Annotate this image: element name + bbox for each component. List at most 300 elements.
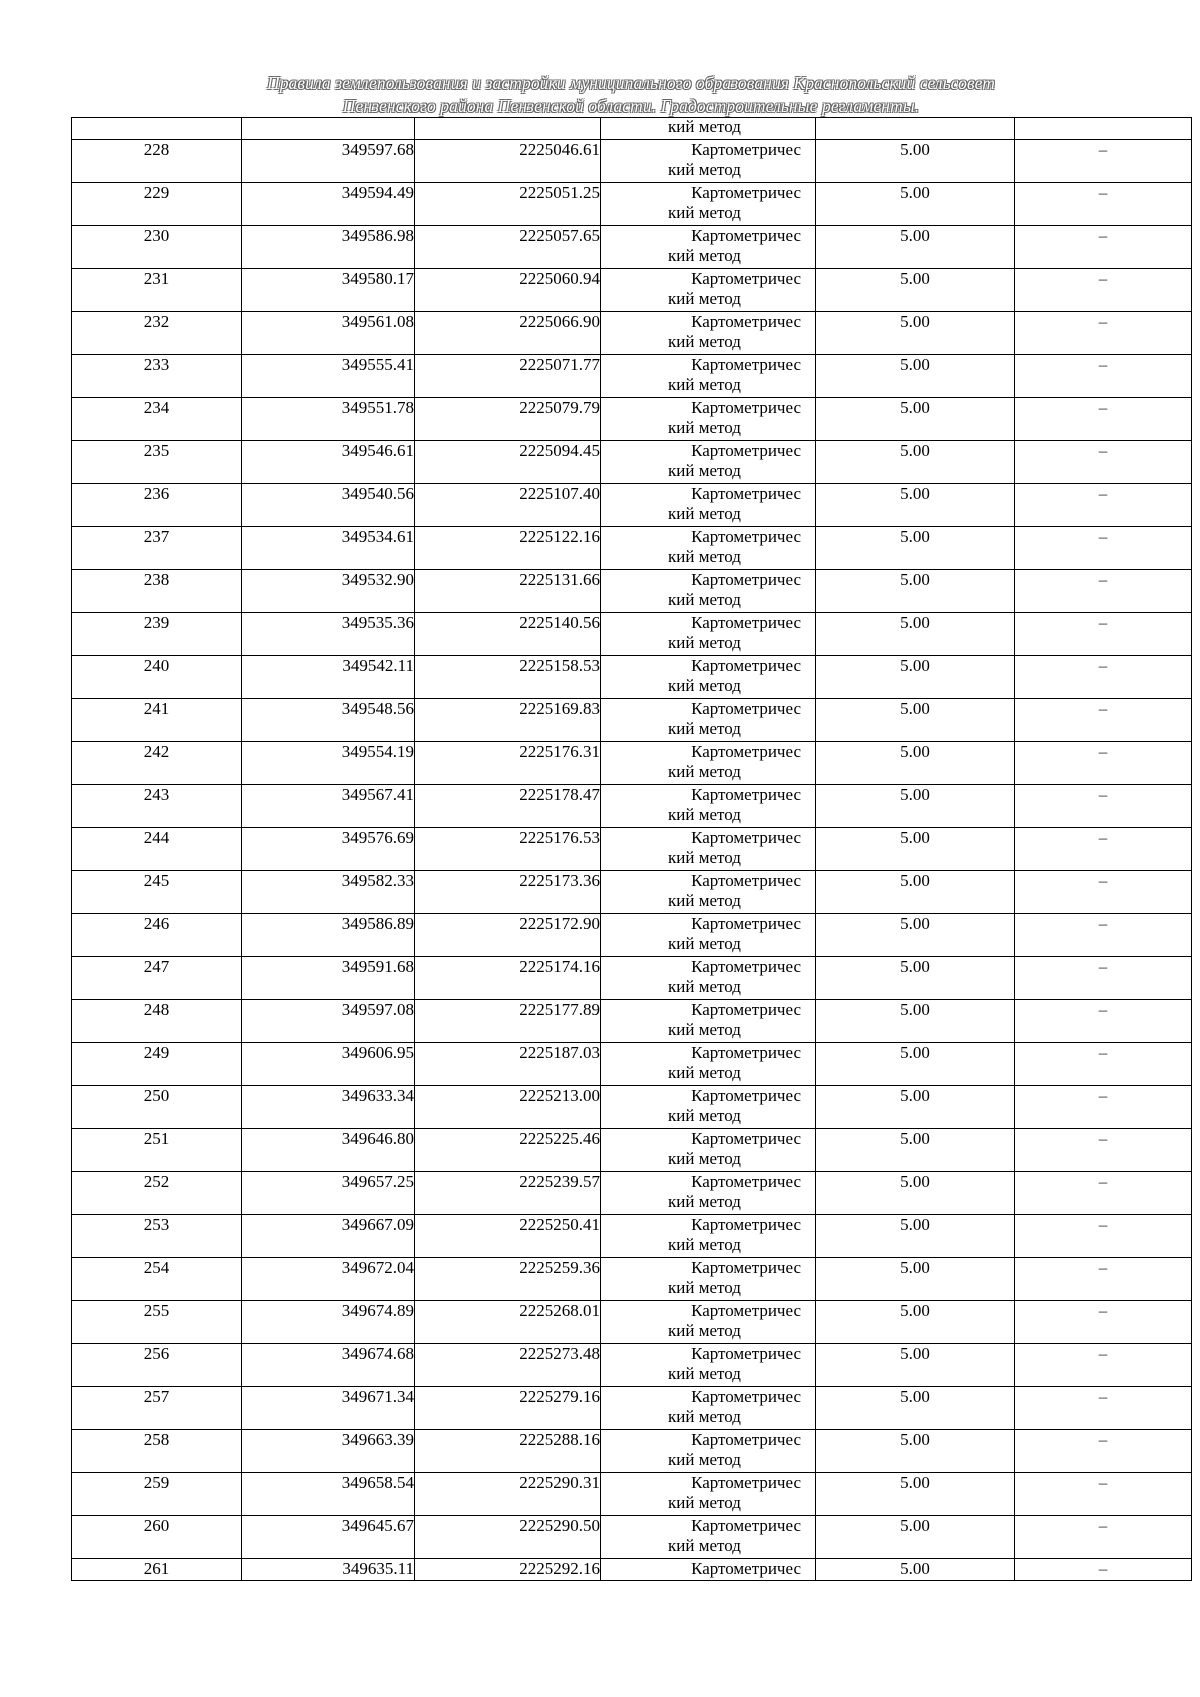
cell-method [601,312,816,355]
cell-point-number: 238 [72,570,242,613]
cell-x-coordinate: 349546.61 [242,441,415,484]
cell-x-coordinate: 349671.34 [242,1387,415,1430]
cell-point-number: 261 [72,1559,242,1581]
cell-point-number: 240 [72,656,242,699]
table-row [72,656,1192,699]
method-line-1: Картометричес [691,1516,801,1535]
cell-method [601,1344,816,1387]
cell-accuracy: 5.00 [816,742,1015,785]
cell-y-coordinate: 2225174.16 [415,957,601,1000]
method-line-2: кий метод [668,289,741,308]
cell-accuracy: 5.00 [816,871,1015,914]
method-line-1: Картометричес [691,1387,801,1406]
method-line-2: кий метод [668,418,741,437]
cell-accuracy: 5.00 [816,785,1015,828]
table-row [72,871,1192,914]
method-line-1: Картометричес [691,312,801,331]
header-line-2: Пензенского района Пензенской области. Градостроительные регламенты. [342,96,920,116]
cell-description: – [1015,914,1192,957]
table-row [72,527,1192,570]
cell-y-coordinate: 2225107.40 [415,484,601,527]
method-line-1: Картометричес [691,140,801,159]
table-row [72,613,1192,656]
table-row [72,226,1192,269]
table-row [72,785,1192,828]
cell-x-coordinate: 349534.61 [242,527,415,570]
method-line-2: кий метод [668,203,741,222]
cell-method [601,1473,816,1516]
table-row [72,1086,1192,1129]
table-row [72,1516,1192,1559]
cell-x-coordinate: 349646.80 [242,1129,415,1172]
cell-method [601,1559,816,1581]
cell-empty [242,118,415,140]
method-line-2: кий метод [668,117,741,136]
cell-x-coordinate: 349586.98 [242,226,415,269]
cell-description: – [1015,527,1192,570]
cell-x-coordinate: 349551.78 [242,398,415,441]
cell-x-coordinate: 349594.49 [242,183,415,226]
cell-point-number: 241 [72,699,242,742]
table-row [72,355,1192,398]
cell-accuracy: 5.00 [816,1430,1015,1473]
cell-y-coordinate: 2225079.79 [415,398,601,441]
cell-point-number: 248 [72,1000,242,1043]
table-row [72,398,1192,441]
cell-y-coordinate: 2225176.53 [415,828,601,871]
cell-point-number: 260 [72,1516,242,1559]
cell-method [601,785,816,828]
cell-point-number: 232 [72,312,242,355]
table-row [72,570,1192,613]
method-line-2: кий метод [668,762,741,781]
cell-y-coordinate: 2225131.66 [415,570,601,613]
method-line-2: кий метод [668,1235,741,1254]
method-line-1: Картометричес [691,1559,801,1578]
cell-y-coordinate: 2225173.36 [415,871,601,914]
page-header [71,72,1191,118]
cell-description: – [1015,1473,1192,1516]
cell-method [601,742,816,785]
cell-empty [72,118,242,140]
cell-method [601,1043,816,1086]
method-line-2: кий метод [668,1493,741,1512]
cell-x-coordinate: 349663.39 [242,1430,415,1473]
cell-x-coordinate: 349672.04 [242,1258,415,1301]
table-row [72,699,1192,742]
cell-method [601,699,816,742]
method-line-2: кий метод [668,1321,741,1340]
cell-description: – [1015,785,1192,828]
cell-y-coordinate: 2225213.00 [415,1086,601,1129]
method-line-2: кий метод [668,1063,741,1082]
cell-accuracy: 5.00 [816,570,1015,613]
cell-x-coordinate: 349586.89 [242,914,415,957]
cell-x-coordinate: 349580.17 [242,269,415,312]
cell-y-coordinate: 2225290.50 [415,1516,601,1559]
method-line-2: кий метод [668,1407,741,1426]
cell-accuracy: 5.00 [816,1258,1015,1301]
cell-method [601,828,816,871]
method-line-2: кий метод [668,1278,741,1297]
cell-x-coordinate: 349576.69 [242,828,415,871]
method-line-1: Картометричес [691,914,801,933]
cell-y-coordinate: 2225273.48 [415,1344,601,1387]
cell-accuracy: 5.00 [816,484,1015,527]
method-line-1: Картометричес [691,355,801,374]
cell-accuracy: 5.00 [816,656,1015,699]
cell-description: – [1015,1043,1192,1086]
table-row [72,1301,1192,1344]
cell-y-coordinate: 2225046.61 [415,140,601,183]
cell-x-coordinate: 349633.34 [242,1086,415,1129]
cell-x-coordinate: 349554.19 [242,742,415,785]
cell-y-coordinate: 2225169.83 [415,699,601,742]
cell-point-number: 245 [72,871,242,914]
cell-y-coordinate: 2225071.77 [415,355,601,398]
cell-accuracy: 5.00 [816,312,1015,355]
cell-y-coordinate: 2225225.46 [415,1129,601,1172]
method-line-1: Картометричес [691,484,801,503]
cell-description: – [1015,1129,1192,1172]
cell-x-coordinate: 349597.68 [242,140,415,183]
cell-point-number: 255 [72,1301,242,1344]
cell-method-carryover [601,118,816,140]
cell-y-coordinate: 2225066.90 [415,312,601,355]
cell-description: – [1015,957,1192,1000]
cell-accuracy: 5.00 [816,1043,1015,1086]
method-line-1: Картометричес [691,398,801,417]
cell-x-coordinate: 349667.09 [242,1215,415,1258]
cell-accuracy: 5.00 [816,1473,1015,1516]
cell-point-number: 244 [72,828,242,871]
method-line-1: Картометричес [691,871,801,890]
coordinates-table-body [72,118,1192,1581]
cell-y-coordinate: 2225239.57 [415,1172,601,1215]
method-line-1: Картометричес [691,226,801,245]
method-line-2: кий метод [668,461,741,480]
method-line-2: кий метод [668,1149,741,1168]
method-line-1: Картометричес [691,183,801,202]
method-line-1: Картометричес [691,656,801,675]
cell-description: – [1015,613,1192,656]
method-line-1: Картометричес [691,527,801,546]
cell-x-coordinate: 349535.36 [242,613,415,656]
table-row [72,1559,1192,1581]
table-row [72,1473,1192,1516]
cell-accuracy: 5.00 [816,1172,1015,1215]
cell-x-coordinate: 349645.67 [242,1516,415,1559]
cell-description: – [1015,828,1192,871]
cell-description: – [1015,1172,1192,1215]
table-row [72,828,1192,871]
cell-description: – [1015,1086,1192,1129]
cell-method [601,140,816,183]
method-line-1: Картометричес [691,1258,801,1277]
cell-accuracy: 5.00 [816,140,1015,183]
cell-x-coordinate: 349532.90 [242,570,415,613]
cell-method [601,398,816,441]
method-line-1: Картометричес [691,1430,801,1449]
cell-point-number: 246 [72,914,242,957]
method-line-2: кий метод [668,1364,741,1383]
cell-accuracy: 5.00 [816,914,1015,957]
cell-description: – [1015,398,1192,441]
cell-description: – [1015,699,1192,742]
method-line-1: Картометричес [691,742,801,761]
method-line-2: кий метод [668,676,741,695]
cell-description: – [1015,226,1192,269]
cell-description: – [1015,312,1192,355]
cell-accuracy: 5.00 [816,613,1015,656]
cell-method [601,957,816,1000]
cell-point-number: 252 [72,1172,242,1215]
cell-method [601,355,816,398]
method-line-2: кий метод [668,1450,741,1469]
cell-point-number: 237 [72,527,242,570]
cell-point-number: 243 [72,785,242,828]
cell-accuracy: 5.00 [816,269,1015,312]
cell-y-coordinate: 2225177.89 [415,1000,601,1043]
method-line-1: Картометричес [691,699,801,718]
cell-x-coordinate: 349674.89 [242,1301,415,1344]
cell-description: – [1015,570,1192,613]
method-line-1: Картометричес [691,828,801,847]
method-line-1: Картометричес [691,613,801,632]
table-row [72,957,1192,1000]
cell-method [601,484,816,527]
cell-y-coordinate: 2225259.36 [415,1258,601,1301]
cell-description: – [1015,1430,1192,1473]
cell-y-coordinate: 2225158.53 [415,656,601,699]
cell-point-number: 251 [72,1129,242,1172]
cell-method [601,441,816,484]
method-line-2: кий метод [668,160,741,179]
cell-accuracy: 5.00 [816,1215,1015,1258]
cell-y-coordinate: 2225288.16 [415,1430,601,1473]
method-line-2: кий метод [668,1106,741,1125]
cell-method [601,570,816,613]
method-line-2: кий метод [668,891,741,910]
cell-description: – [1015,441,1192,484]
method-line-2: кий метод [668,590,741,609]
cell-point-number: 249 [72,1043,242,1086]
method-line-1: Картометричес [691,570,801,589]
method-line-1: Картометричес [691,957,801,976]
cell-x-coordinate: 349597.08 [242,1000,415,1043]
cell-point-number: 229 [72,183,242,226]
method-line-1: Картометричес [691,1344,801,1363]
cell-y-coordinate: 2225140.56 [415,613,601,656]
method-line-1: Картометричес [691,1172,801,1191]
cell-accuracy: 5.00 [816,226,1015,269]
table-row [72,1000,1192,1043]
cell-method [601,527,816,570]
method-line-2: кий метод [668,246,741,265]
cell-accuracy: 5.00 [816,957,1015,1000]
method-line-1: Картометричес [691,269,801,288]
cell-point-number: 236 [72,484,242,527]
cell-x-coordinate: 349561.08 [242,312,415,355]
cell-method [601,1387,816,1430]
cell-accuracy: 5.00 [816,1086,1015,1129]
method-line-1: Картометричес [691,1301,801,1320]
cell-method [601,1000,816,1043]
cell-y-coordinate: 2225268.01 [415,1301,601,1344]
cell-accuracy: 5.00 [816,828,1015,871]
cell-method [601,613,816,656]
table-row [72,140,1192,183]
method-line-2: кий метод [668,1536,741,1555]
cell-x-coordinate: 349540.56 [242,484,415,527]
table-row-carryover [72,118,1192,140]
method-line-1: Картометричес [691,1473,801,1492]
method-line-1: Картометричес [691,1000,801,1019]
cell-description: – [1015,742,1192,785]
cell-description: – [1015,656,1192,699]
table-row [72,1043,1192,1086]
cell-method [601,1516,816,1559]
method-line-2: кий метод [668,719,741,738]
cell-accuracy: 5.00 [816,1000,1015,1043]
cell-x-coordinate: 349591.68 [242,957,415,1000]
cell-method [601,914,816,957]
cell-method [601,1430,816,1473]
cell-point-number: 253 [72,1215,242,1258]
cell-x-coordinate: 349548.56 [242,699,415,742]
cell-description: – [1015,1344,1192,1387]
cell-empty [816,118,1015,140]
method-line-1: Картометричес [691,1215,801,1234]
cell-y-coordinate: 2225176.31 [415,742,601,785]
cell-y-coordinate: 2225187.03 [415,1043,601,1086]
cell-method [601,1129,816,1172]
table-row [72,1258,1192,1301]
cell-method [601,226,816,269]
cell-method [601,183,816,226]
cell-description: – [1015,1000,1192,1043]
table-row [72,484,1192,527]
method-line-2: кий метод [668,504,741,523]
cell-accuracy: 5.00 [816,1344,1015,1387]
cell-y-coordinate: 2225094.45 [415,441,601,484]
cell-point-number: 256 [72,1344,242,1387]
cell-description: – [1015,269,1192,312]
cell-empty [1015,118,1192,140]
method-line-2: кий метод [668,547,741,566]
cell-x-coordinate: 349542.11 [242,656,415,699]
cell-accuracy: 5.00 [816,527,1015,570]
method-line-1: Картометричес [691,785,801,804]
table-row [72,183,1192,226]
cell-description: – [1015,1387,1192,1430]
table-row [72,269,1192,312]
table-row [72,1430,1192,1473]
cell-x-coordinate: 349657.25 [242,1172,415,1215]
cell-y-coordinate: 2225051.25 [415,183,601,226]
table-row [72,1387,1192,1430]
cell-accuracy: 5.00 [816,699,1015,742]
cell-description: – [1015,484,1192,527]
method-line-2: кий метод [668,934,741,953]
cell-point-number: 233 [72,355,242,398]
method-line-2: кий метод [668,375,741,394]
cell-y-coordinate: 2225178.47 [415,785,601,828]
cell-method [601,1086,816,1129]
cell-method [601,269,816,312]
cell-accuracy: 5.00 [816,1559,1015,1581]
cell-y-coordinate: 2225292.16 [415,1559,601,1581]
cell-description: – [1015,355,1192,398]
method-line-2: кий метод [668,848,741,867]
cell-point-number: 231 [72,269,242,312]
cell-point-number: 250 [72,1086,242,1129]
cell-accuracy: 5.00 [816,183,1015,226]
cell-description: – [1015,1301,1192,1344]
cell-accuracy: 5.00 [816,1129,1015,1172]
cell-x-coordinate: 349567.41 [242,785,415,828]
table-row [72,1129,1192,1172]
table-row [72,1172,1192,1215]
cell-method [601,1258,816,1301]
method-line-2: кий метод [668,1192,741,1211]
cell-description: – [1015,1215,1192,1258]
cell-method [601,656,816,699]
cell-y-coordinate: 2225057.65 [415,226,601,269]
cell-point-number: 247 [72,957,242,1000]
cell-description: – [1015,140,1192,183]
header-line-1: Правила землепользования и застройки муниципального образования Краснопольский сельсовет [266,73,996,93]
cell-description: – [1015,1258,1192,1301]
cell-y-coordinate: 2225279.16 [415,1387,601,1430]
cell-accuracy: 5.00 [816,1387,1015,1430]
cell-accuracy: 5.00 [816,1301,1015,1344]
cell-y-coordinate: 2225122.16 [415,527,601,570]
table-row [72,312,1192,355]
method-line-2: кий метод [668,633,741,652]
cell-x-coordinate: 349674.68 [242,1344,415,1387]
method-line-2: кий метод [668,805,741,824]
cell-accuracy: 5.00 [816,355,1015,398]
cell-point-number: 242 [72,742,242,785]
cell-description: – [1015,183,1192,226]
cell-point-number: 230 [72,226,242,269]
cell-point-number: 234 [72,398,242,441]
cell-y-coordinate: 2225172.90 [415,914,601,957]
cell-x-coordinate: 349555.41 [242,355,415,398]
cell-x-coordinate: 349606.95 [242,1043,415,1086]
cell-method [601,871,816,914]
cell-point-number: 228 [72,140,242,183]
coordinates-table [71,117,1192,1581]
method-line-2: кий метод [668,332,741,351]
cell-x-coordinate: 349582.33 [242,871,415,914]
cell-y-coordinate: 2225250.41 [415,1215,601,1258]
cell-point-number: 239 [72,613,242,656]
cell-y-coordinate: 2225290.31 [415,1473,601,1516]
table-row [72,441,1192,484]
table-row [72,1344,1192,1387]
cell-x-coordinate: 349635.11 [242,1559,415,1581]
method-line-2: кий метод [668,1020,741,1039]
cell-x-coordinate: 349658.54 [242,1473,415,1516]
method-line-2: кий метод [668,977,741,996]
method-line-1: Картометричес [691,441,801,460]
cell-y-coordinate: 2225060.94 [415,269,601,312]
cell-description: – [1015,1559,1192,1581]
cell-method [601,1215,816,1258]
cell-method [601,1172,816,1215]
